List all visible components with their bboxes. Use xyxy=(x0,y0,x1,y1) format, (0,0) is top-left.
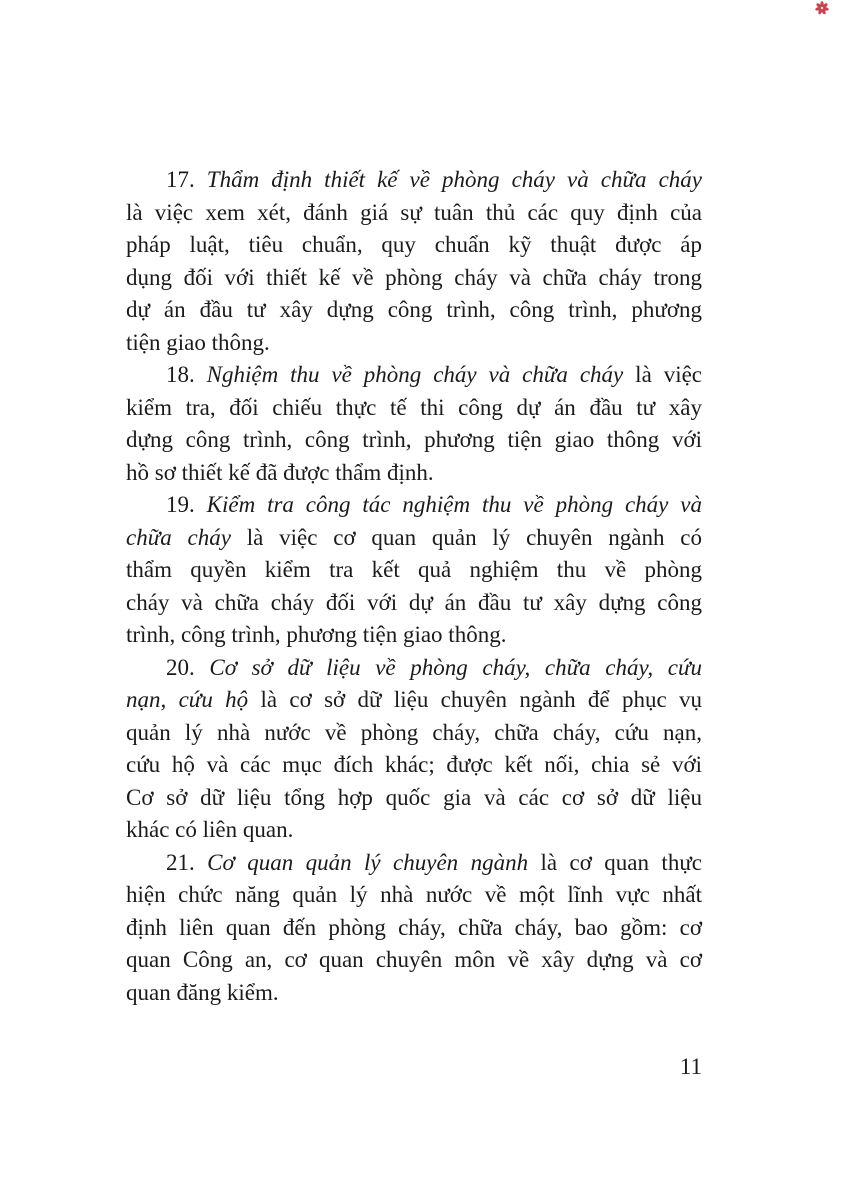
clause-19 xyxy=(126,489,702,652)
text-line xyxy=(126,944,702,977)
defined-term: Kiểm tra công tác nghiệm thu về phòng cháy và xyxy=(206,492,702,517)
text-line xyxy=(126,327,702,360)
text-segment: kiểm tra, đối chiếu thực tế thi công dự án đầu tư xây xyxy=(126,394,702,420)
text-segment: là việc xyxy=(623,362,703,387)
text-line xyxy=(126,554,702,587)
text-segment: 20. xyxy=(166,654,210,680)
text-line xyxy=(126,424,702,457)
text-line xyxy=(126,652,702,685)
text-line xyxy=(126,684,702,717)
text-segment: hiện chức năng quản lý nhà nước về một lĩnh vực nhất xyxy=(126,882,702,907)
text-line xyxy=(126,164,702,197)
text-segment: dựng công trình, công trình, phương tiện giao thông với xyxy=(126,427,702,452)
text-line xyxy=(126,847,702,880)
text-segment: là việc cơ quan quản lý chuyên ngành có xyxy=(230,524,703,550)
text-line xyxy=(126,749,702,782)
text-line xyxy=(126,294,702,327)
defined-term: Cơ sở dữ liệu về phòng cháy, chữa cháy, cứu xyxy=(209,654,703,680)
text-line xyxy=(126,912,702,945)
text-line xyxy=(126,879,702,912)
text-segment: cháy và chữa cháy đối với dự án đầu tư xây dựng công xyxy=(126,589,702,615)
text-segment: dụng đối với thiết kế về phòng cháy và chữa cháy trong xyxy=(126,264,702,290)
text-segment: là cơ sở dữ liệu chuyên ngành để phục vụ xyxy=(248,687,702,712)
text-line xyxy=(126,977,702,1010)
text-line xyxy=(126,619,702,652)
text-segment: quan đăng kiểm. xyxy=(126,979,279,1005)
defined-term: nạn, cứu hộ xyxy=(126,687,249,712)
text-segment: quản lý nhà nước về phòng cháy, chữa cháy, cứu nạn, xyxy=(126,719,702,745)
text-segment: cứu hộ và các mục đích khác; được kết nối, chia sẻ với xyxy=(126,752,702,777)
text-block xyxy=(126,164,702,1009)
text-line xyxy=(126,457,702,490)
defined-term: Thẩm định thiết kế về phòng cháy và chữa cháy xyxy=(206,167,702,192)
text-segment: 19. xyxy=(166,492,207,517)
text-line xyxy=(126,262,702,295)
text-line xyxy=(126,522,702,555)
text-line xyxy=(126,782,702,815)
text-line xyxy=(126,587,702,620)
text-segment: trình, công trình, phương tiện giao thông. xyxy=(126,622,507,647)
text-line xyxy=(126,489,702,522)
text-segment: pháp luật, tiêu chuẩn, quy chuẩn kỹ thuật được áp xyxy=(126,232,702,257)
text-line xyxy=(126,359,702,392)
text-line xyxy=(126,229,702,262)
text-segment: là việc xem xét, đánh giá sự tuân thủ các quy định của xyxy=(126,199,702,225)
text-segment: 17. xyxy=(166,167,207,192)
text-segment: Cơ sở dữ liệu tổng hợp quốc gia và các cơ sở dữ liệu xyxy=(126,784,702,810)
text-line xyxy=(126,717,702,750)
text-segment: 18. xyxy=(166,362,207,387)
text-line xyxy=(126,392,702,425)
text-segment: khác có liên quan. xyxy=(126,817,294,842)
text-segment: quan Công an, cơ quan chuyên môn về xây dựng và cơ xyxy=(126,947,702,972)
text-segment: dự án đầu tư xây dựng công trình, công trình, phương xyxy=(126,297,702,322)
clause-17 xyxy=(126,164,702,359)
text-segment: 21. xyxy=(166,849,208,875)
text-segment: thẩm quyền kiểm tra kết quả nghiệm thu về phòng xyxy=(126,557,702,582)
text-segment: là cơ quan thực xyxy=(528,849,702,875)
clause-20 xyxy=(126,652,702,847)
text-segment: hồ sơ thiết kế đã được thẩm định. xyxy=(126,459,434,485)
page-number: 11 xyxy=(679,1054,702,1079)
text-segment: định liên quan đến phòng cháy, chữa cháy, bao gồm: cơ xyxy=(126,914,702,940)
text-line xyxy=(126,197,702,230)
text-line xyxy=(126,814,702,847)
defined-term: Nghiệm thu về phòng cháy và chữa cháy xyxy=(206,362,624,387)
text-segment: tiện giao thông. xyxy=(126,329,270,355)
clause-18 xyxy=(126,359,702,489)
flower-asterisk-icon xyxy=(815,1,829,15)
defined-term: chữa cháy xyxy=(126,524,231,550)
clause-21 xyxy=(126,847,702,1010)
defined-term: Cơ quan quản lý chuyên ngành xyxy=(207,849,529,875)
